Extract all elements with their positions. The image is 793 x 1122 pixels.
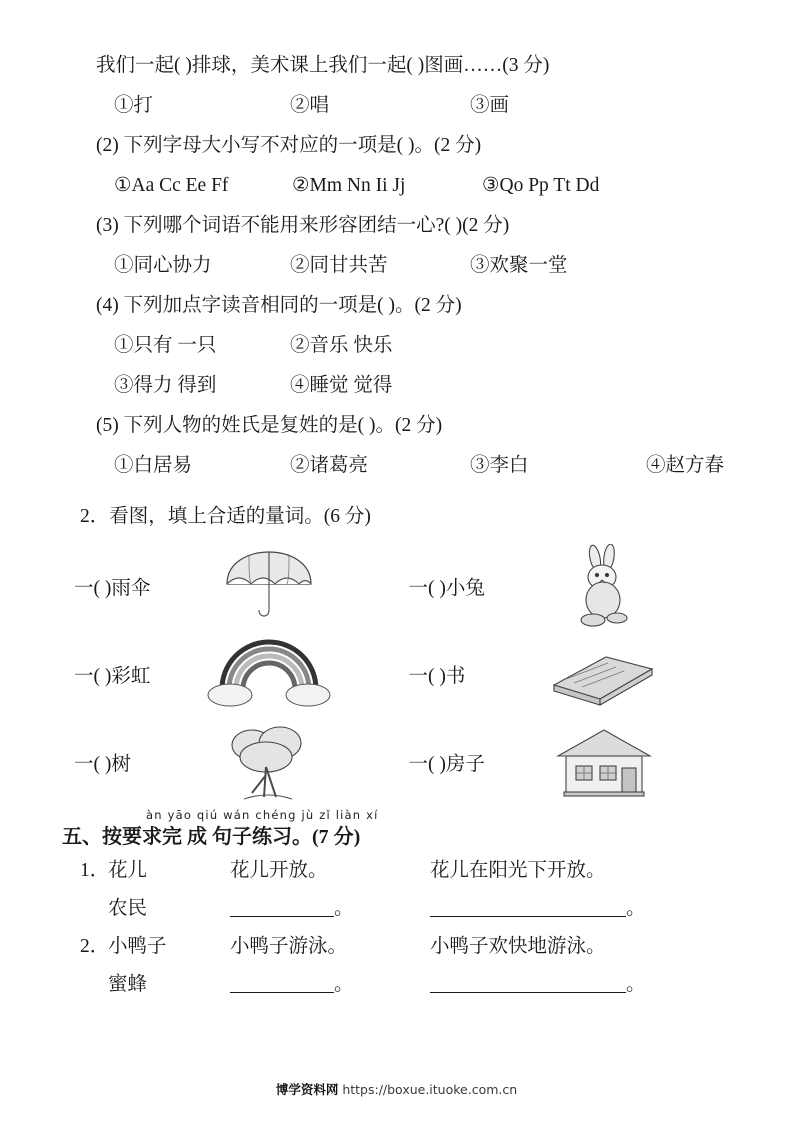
question-2-stem: (2) 下列字母大小写不对应的一项是( )。(2 分) — [96, 135, 482, 156]
measure-word-item — [62, 542, 397, 630]
option-item: ④赵方春 — [646, 455, 725, 476]
books-icon — [529, 632, 679, 716]
question-1-options — [62, 86, 731, 126]
answer-blank[interactable] — [230, 894, 334, 917]
option-item: ①只有 一只 — [114, 335, 217, 356]
option-item: ④睡觉 觉得 — [290, 375, 393, 396]
measure-word-item — [397, 542, 732, 630]
sentence-number: 2． — [80, 936, 110, 957]
measure-word-blank-text: 一( )小兔 — [408, 578, 485, 599]
period-mark: 。 — [334, 974, 354, 995]
question-4-options-row-1 — [62, 326, 731, 366]
sentence-row — [62, 966, 731, 1004]
site-name: 博学资料网 — [275, 1082, 339, 1097]
section-five — [62, 808, 731, 1004]
period-mark: 。 — [626, 974, 646, 995]
measure-word-grid — [62, 542, 731, 806]
sentence-row — [62, 890, 731, 928]
option-item: ①打 — [114, 95, 154, 116]
site-url: https://boxue.ituoke.com.cn — [342, 1082, 518, 1097]
sentence-answer-long[interactable] — [430, 966, 670, 1004]
sentence-answer-short[interactable] — [230, 966, 430, 1004]
measure-word-item — [62, 630, 397, 718]
sentence-word: 花儿 — [108, 860, 148, 881]
question-5-options — [62, 446, 731, 486]
house-icon — [529, 720, 679, 804]
question-4-stem: (4) 下列加点字读音相同的一项是( )。(2 分) — [96, 295, 462, 316]
measure-word-blank-text: 一( )彩虹 — [74, 666, 151, 687]
option-item: ①Aa Cc Ee Ff — [114, 175, 229, 196]
question-1-stem-tail: 我们一起( )排球，美术课上我们一起( )图画……(3 分) — [96, 55, 550, 76]
measure-word-item — [62, 718, 397, 806]
option-item: ①白居易 — [114, 455, 193, 476]
umbrella-icon — [194, 544, 344, 628]
answer-blank[interactable] — [430, 894, 626, 917]
sentence-example-short: 小鸭子游泳。 — [230, 936, 348, 957]
option-item: ②音乐 快乐 — [290, 335, 393, 356]
sentence-answer-short[interactable] — [230, 890, 430, 928]
measure-word-item — [397, 718, 732, 806]
sentence-row — [62, 852, 731, 890]
option-item: ③得力 得到 — [114, 375, 217, 396]
footer-watermark — [0, 1080, 793, 1098]
measure-word-item — [397, 630, 732, 718]
sentence-word: 蜜蜂 — [108, 974, 148, 995]
option-item: ③Qo Pp Tt Dd — [482, 175, 600, 196]
question-4-options-row-2 — [62, 366, 731, 406]
option-item: ③画 — [470, 95, 510, 116]
measure-word-blank-text: 一( )房子 — [408, 754, 485, 775]
option-item: ①同心协力 — [114, 255, 212, 276]
rainbow-icon — [194, 632, 344, 716]
rabbit-icon — [529, 544, 679, 628]
measure-word-blank-text: 一( )书 — [408, 666, 466, 687]
sentence-number: 1． — [80, 860, 110, 881]
sentence-example-long: 小鸭子欢快地游泳。 — [430, 936, 606, 957]
question-3-stem: (3) 下列哪个词语不能用来形容团结一心?( )(2 分) — [96, 215, 510, 236]
option-item: ②唱 — [290, 95, 330, 116]
period-mark: 。 — [334, 898, 354, 919]
measure-word-heading: 2．看图，填上合适的量词。(6 分) — [80, 506, 371, 527]
section-five-title: 五、按要求完 成 句子练习。(7 分) — [62, 826, 361, 848]
question-2-options — [62, 166, 731, 206]
sentence-answer-long[interactable] — [430, 890, 670, 928]
option-item: ②同甘共苦 — [290, 255, 388, 276]
sentence-example-long: 花儿在阳光下开放。 — [430, 860, 606, 881]
option-item: ③欢聚一堂 — [470, 255, 568, 276]
option-item: ②Mm Nn Ii Jj — [292, 175, 406, 196]
question-5-stem: (5) 下列人物的姓氏是复姓的是( )。(2 分) — [96, 415, 443, 436]
tree-icon — [194, 720, 344, 804]
answer-blank[interactable] — [430, 970, 626, 993]
measure-word-blank-text: 一( )雨伞 — [74, 578, 151, 599]
question-3-options — [62, 246, 731, 286]
option-item: ②诸葛亮 — [290, 455, 369, 476]
sentence-row — [62, 928, 731, 966]
sentence-word: 农民 — [108, 898, 148, 919]
measure-word-blank-text: 一( )树 — [74, 754, 131, 775]
section-five-pinyin: àn yāo qiú wán chéng jù zǐ liàn xí — [146, 808, 379, 822]
period-mark: 。 — [626, 898, 646, 919]
sentence-example-short: 花儿开放。 — [230, 860, 328, 881]
sentence-word: 小鸭子 — [108, 936, 167, 957]
option-item: ③李白 — [470, 455, 529, 476]
answer-blank[interactable] — [230, 970, 334, 993]
